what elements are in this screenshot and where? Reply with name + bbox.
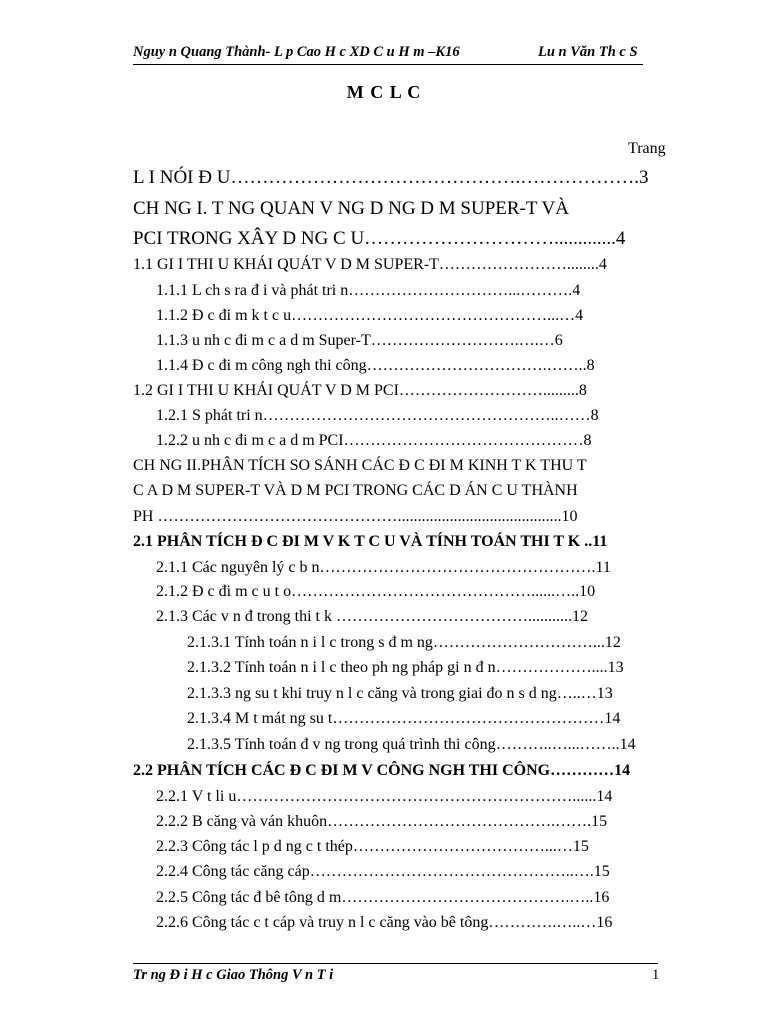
page-number: 1 bbox=[652, 967, 660, 983]
page-footer bbox=[133, 963, 658, 986]
page-column-label: Trang bbox=[628, 140, 666, 157]
toc-entry: 1.1.1 L ch s ra đ i và phát tri n…………………………...……….4 bbox=[156, 282, 581, 299]
toc-entry: 2.2.6 Công tác c t cáp và truy n l c căng vào bê tông………….…..…16 bbox=[156, 914, 613, 931]
toc-entry: 2.1.2 Đ c đi m c u t o………………………………………......…..10 bbox=[156, 583, 596, 600]
toc-entry: 1.1 GI I THI U KHÁI QUÁT V D M SUPER-T……………………........4 bbox=[133, 256, 607, 273]
toc-entry: 2.2.3 Công tác l p d ng c t thép………………………………...…15 bbox=[156, 838, 589, 855]
page-title: M C L C bbox=[346, 82, 422, 102]
toc-entry: 2.2.2 B căng và ván khuôn…………………………………….…….15 bbox=[156, 813, 608, 830]
toc-entry: PCI TRONG XÂY D NG C U………………………….............4 bbox=[133, 228, 626, 249]
toc-entry: 2.1.3.5 Tính toán đ v ng trong quá trình thi công………..…...……..14 bbox=[187, 736, 636, 753]
toc-entry: CH NG II.PHÂN TÍCH SO SÁNH CÁC Đ C ĐI M KINH T K THU T bbox=[133, 457, 587, 474]
header-author: Nguy n Quang Thành- L p Cao H c XD C u H m –K16 bbox=[133, 44, 460, 60]
header-thesis-label: Lu n Văn Th c S bbox=[538, 44, 638, 60]
toc-entry: C A D M SUPER-T VÀ D M PCI TRONG CÁC D ÁN C U THÀNH bbox=[133, 482, 578, 499]
toc-entry: 2.2.4 Công tác căng cáp…………………………………………..….15 bbox=[156, 863, 610, 880]
page-header bbox=[133, 42, 643, 65]
toc-entry: 1.1.2 Đ c đi m k t c u…………………………………………...…4 bbox=[156, 307, 584, 324]
toc-entry: 1.2.1 S phát tri n………………………………………………..……8 bbox=[156, 407, 599, 424]
toc-entry: 2.1.3.2 Tính toán n i l c theo ph ng pháp gi n đ n………………....13 bbox=[187, 659, 624, 676]
toc-entry: 2.1.1 Các nguyên lý c b n…………………………………………….11 bbox=[156, 559, 611, 576]
toc-entry: CH NG I. T NG QUAN V NG D NG D M SUPER-T VÀ bbox=[133, 198, 569, 219]
toc-entry: L I NÓI Đ U……………………………………….……………….3 bbox=[133, 167, 649, 188]
toc-entry: 1.1.4 Đ c đi m công ngh thi công…………………………….……..8 bbox=[156, 357, 595, 374]
toc-entry: 2.1.3.4 M t mát ng su t……………………………………………14 bbox=[187, 710, 621, 727]
footer-university: Tr ng Đ i H c Giao Thông V n T i bbox=[133, 967, 334, 983]
toc-entry: 1.2 GI I THI U KHÁI QUÁT V D M PCI……………………….........8 bbox=[133, 382, 587, 399]
toc-entry: 1.2.2 u nh c đi m c a d m PCI………………………………………8 bbox=[156, 432, 592, 449]
toc-entry: 2.2 PHÂN TÍCH CÁC Đ C ĐI M V CÔNG NGH THI CÔNG…………14 bbox=[133, 762, 631, 779]
toc-entry: 2.1.3.3 ng su t khi truy n l c căng và trong giai đo n s d ng…..…13 bbox=[187, 685, 613, 702]
toc-entry: 2.2.1 V t li u………………………………………………………......14 bbox=[156, 788, 613, 805]
toc-entry: 2.1.3 Các v n đ trong thi t k ………………………………...........12 bbox=[156, 608, 588, 625]
toc-entry: 1.1.3 u nh c đi m c a d m Super-T……………………….….…6 bbox=[156, 332, 563, 349]
toc-entry: 2.1.3.1 Tính toán n i l c trong s đ m ng…………………………...12 bbox=[187, 634, 621, 651]
toc-entry: 2.2.5 Công tác đ bê tông d m…………………………………….…..16 bbox=[156, 889, 610, 906]
toc-entry: PH ……………………………………….........................................10 bbox=[133, 508, 578, 525]
toc-entry: 2.1 PHÂN TÍCH Đ C ĐI M V K T C U VÀ TÍNH TOÁN THI T K ..11 bbox=[133, 533, 608, 550]
